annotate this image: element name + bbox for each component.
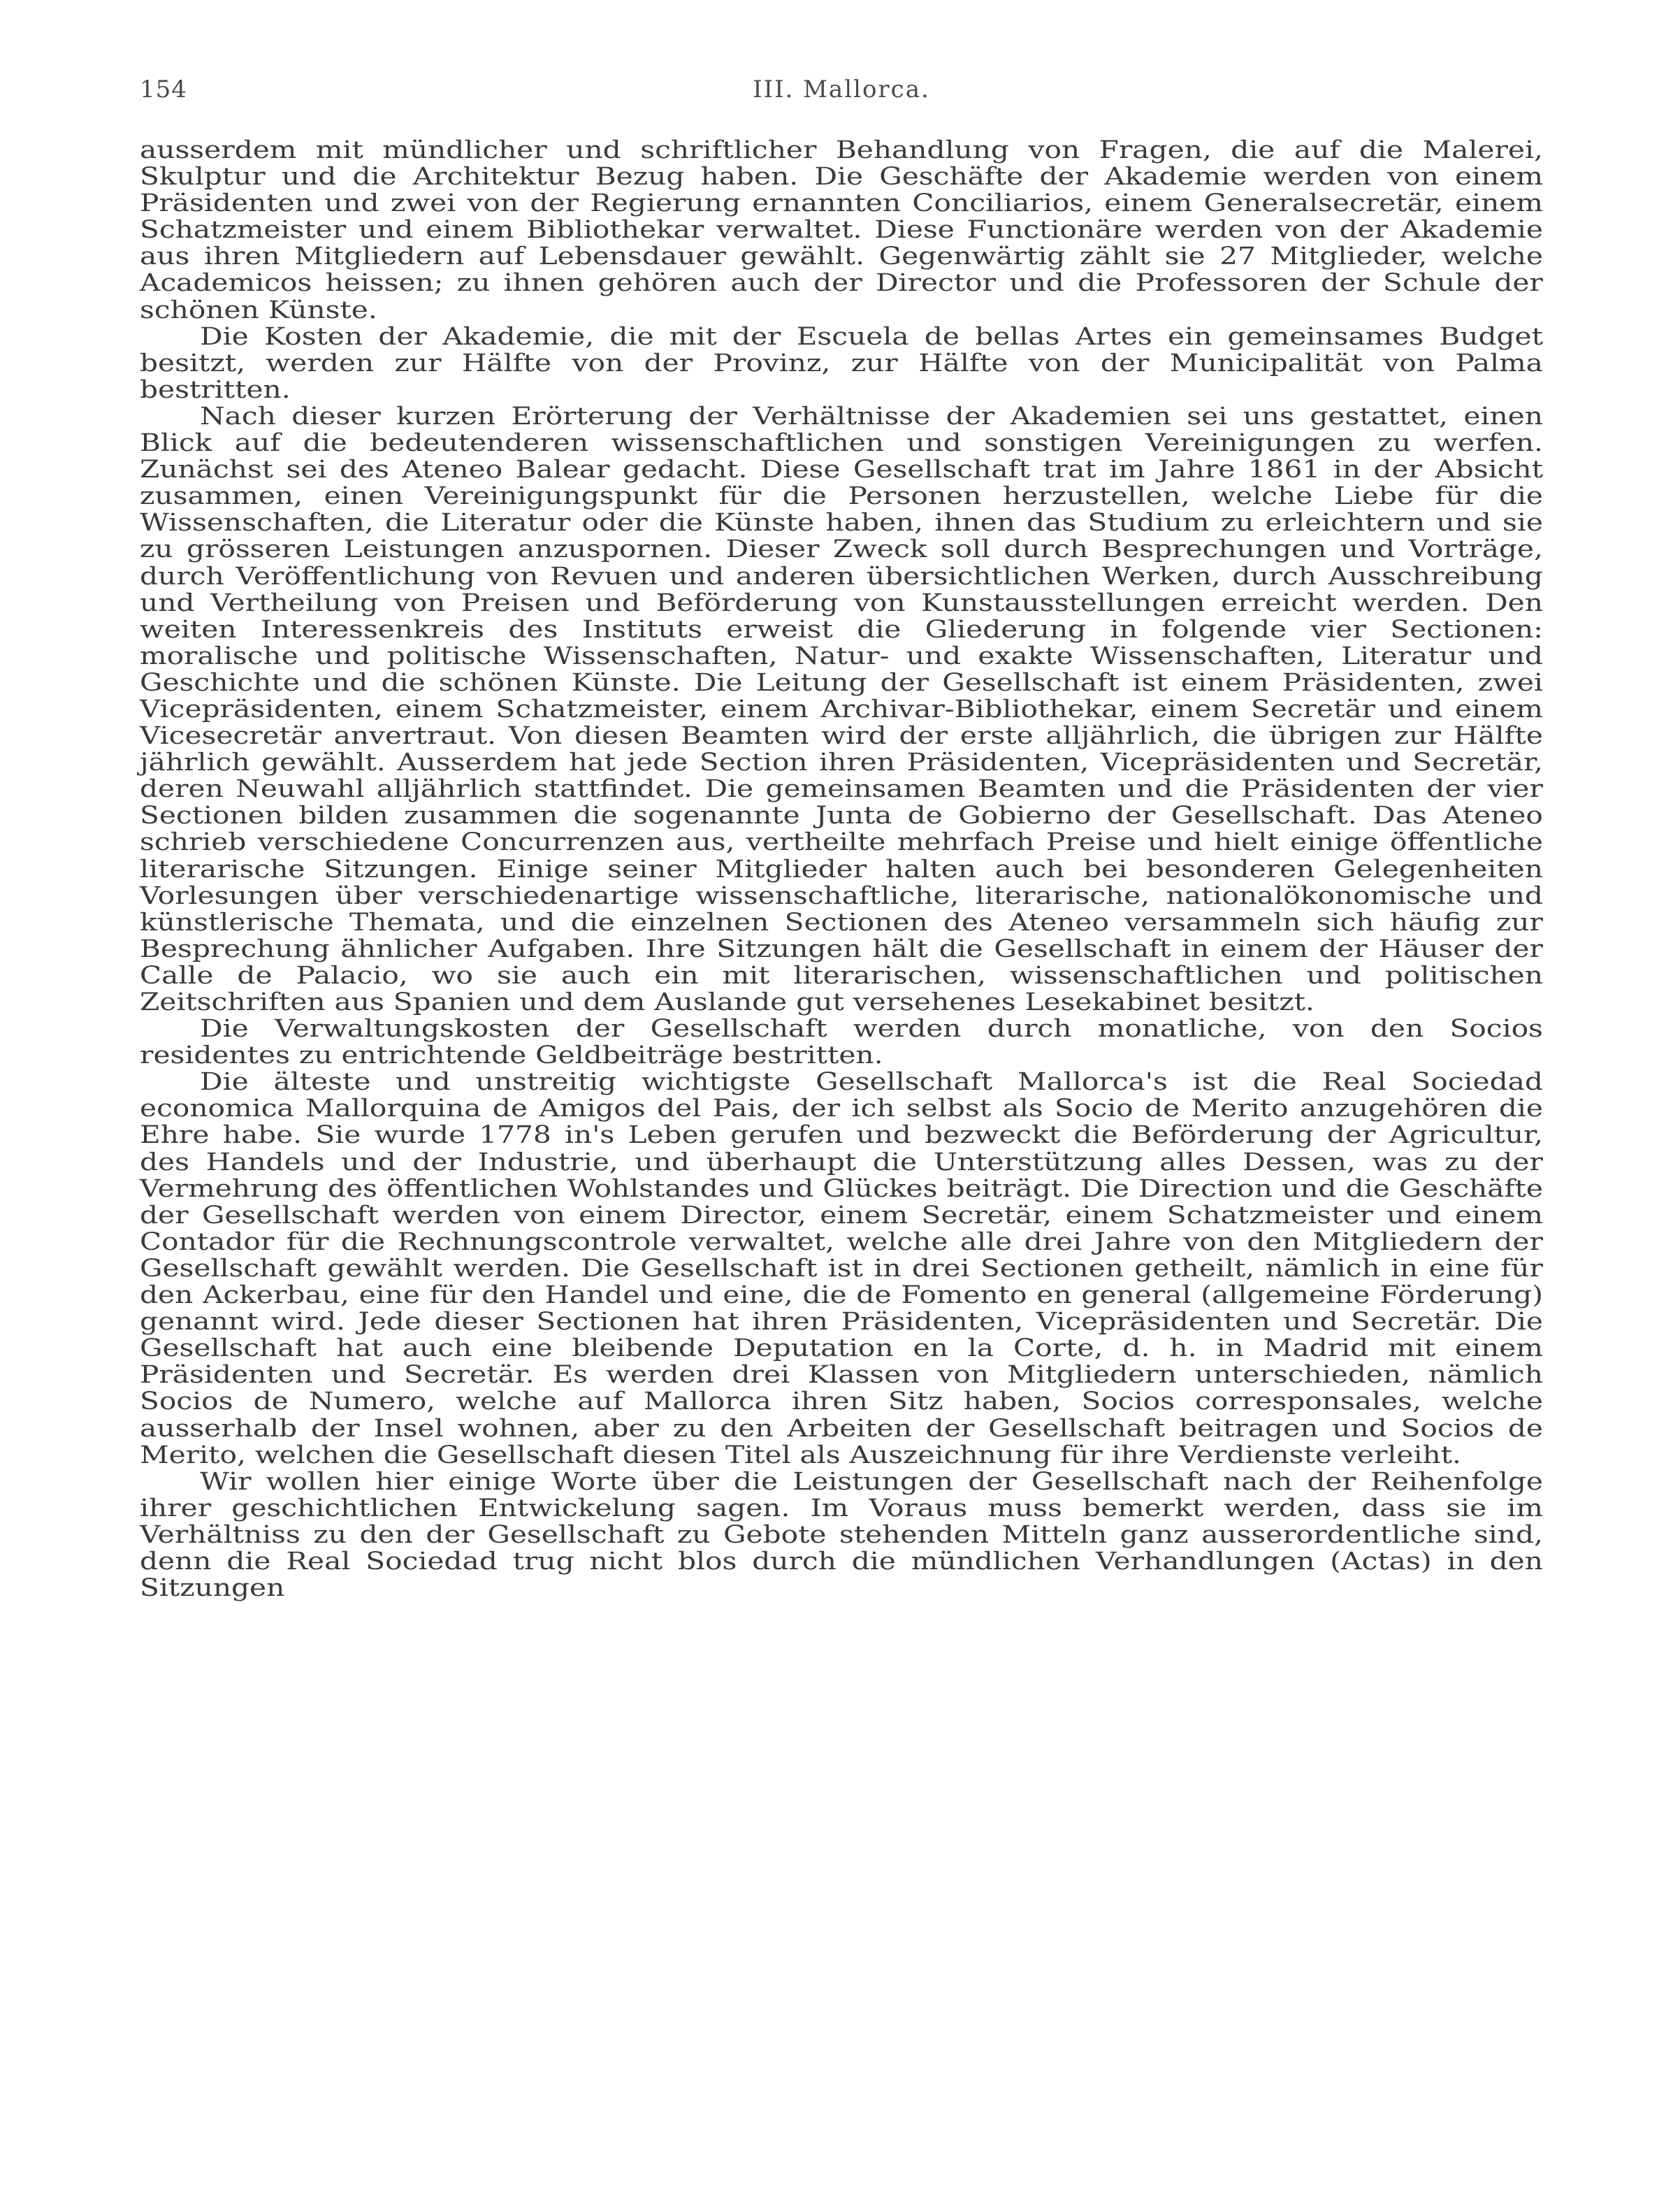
paragraph: Die Kosten der Akademie, die mit der Escuela de bellas Artes ein gemeinsames Budget besitzt, werden zur Hälfte von der Provinz, zur Hälfte von der Municipalität von Palma bestritten. xyxy=(140,322,1543,404)
page-number: 154 xyxy=(140,75,187,103)
paragraph: ausserdem mit mündlicher und schriftlicher Behandlung von Fragen, die auf die Malerei, Skulptur und die Architektur Bezug haben. Die Geschäfte der Akademie werden von einem Präsidenten und zwei von der Regierung ernannten Conciliarios, einem Generalsecretär, einem Schatzmeister und einem Bibliothekar verwaltet. Diese Functionäre werden von der Akademie aus ihren Mitgliedern auf Lebensdauer gewählt. Gegenwärtig zählt sie 27 Mitglieder, welche Academicos heissen; zu ihnen gehören auch der Director und die Professoren der Schule der schönen Künste. xyxy=(140,136,1543,324)
page-header xyxy=(140,75,1543,117)
body-text xyxy=(140,137,1543,1601)
paragraph: Die älteste und unstreitig wichtigste Gesellschaft Mallorca's ist die Real Sociedad economica Mallorquina de Amigos del Pais, der ich selbst als Socio de Merito anzugehören die Ehre habe. Sie wurde 1778 in's Leben gerufen und bezweckt die Beförderung der Agricultur, des Handels und der Industrie, und überhaupt die Unterstützung alles Dessen, was zu der Vermehrung des öffentlichen Wohlstandes und Glückes beiträgt. Die Direction und die Geschäfte der Gesellschaft werden von einem Director, einem Secretär, einem Schatzmeister und einem Contador für die Rechnungscontrole verwaltet, welche alle drei Jahre von den Mitgliedern der Gesellschaft gewählt werden. Die Gesellschaft ist in drei Sectionen getheilt, nämlich in eine für den Ackerbau, eine für den Handel und eine, die de Fomento en general (allgemeine Förderung) genannt wird. Jede dieser Sectionen hat ihren Präsidenten, Vicepräsidenten und Secretär. Die Gesellschaft hat auch eine bleibende Deputation en la Corte, d. h. in Madrid mit einem Präsidenten und Secretär. Es werden drei Klassen von Mitgliedern unterschieden, nämlich Socios de Numero, welche auf Mallorca ihren Sitz haben, Socios corresponsales, welche ausserhalb der Insel wohnen, aber zu den Arbeiten der Gesellschaft beitragen und Socios de Merito, welchen die Gesellschaft diesen Titel als Auszeichnung für ihre Verdienste verleiht. xyxy=(140,1068,1543,1469)
running-head: III. Mallorca. xyxy=(753,75,930,103)
paragraph: Wir wollen hier einige Worte über die Leistungen der Gesellschaft nach der Reihenfolge ihrer geschichtlichen Entwickelung sagen. Im Voraus muss bemerkt werden, dass sie im Verhältniss zu den der Gesellschaft zu Gebote stehenden Mitteln ganz ausserordentliche sind, denn die Real Sociedad trug nicht blos durch die mündlichen Verhandlungen (Actas) in den Sitzungen xyxy=(140,1467,1543,1603)
paragraph: Nach dieser kurzen Erörterung der Verhältnisse der Akademien sei uns gestattet, einen Blick auf die bedeutenderen wissenschaftlichen und sonstigen Vereinigungen zu werfen. Zunächst sei des Ateneo Balear gedacht. Diese Gesellschaft trat im Jahre 1861 in der Absicht zusammen, einen Vereinigungspunkt für die Personen herzustellen, welche Liebe für die Wissenschaften, die Literatur oder die Künste haben, ihnen das Studium zu erleichtern und sie zu grösseren Leistungen anzuspornen. Dieser Zweck soll durch Besprechungen und Vorträge, durch Veröffentlichung von Revuen und anderen übersichtlichen Werken, durch Ausschreibung und Vertheilung von Preisen und Beförderung von Kunstausstellungen erreicht werden. Den weiten Interessenkreis des Instituts erweist die Gliederung in folgende vier Sectionen: moralische und politische Wissenschaften, Natur- und exakte Wissenschaften, Literatur und Geschichte und die schönen Künste. Die Leitung der Gesellschaft ist einem Präsidenten, zwei Vicepräsidenten, einem Schatzmeister, einem Archivar-Bibliothekar, einem Secretär und einem Vicesecretär anvertraut. Von diesen Beamten wird der erste alljährlich, die übrigen zur Hälfte jährlich gewählt. Ausserdem hat jede Section ihren Präsidenten, Vicepräsidenten und Secretär, deren Neuwahl alljährlich stattfindet. Die gemeinsamen Beamten und die Präsidenten der vier Sectionen bilden zusammen die sogenannte Junta de Gobierno der Gesellschaft. Das Ateneo schrieb verschiedene Concurrenzen aus, vertheilte mehrfach Preise und hielt einige öffentliche literarische Sitzungen. Einige seiner Mitglieder halten auch bei besonderen Gelegenheiten Vorlesungen über verschiedenartige wissenschaftliche, literarische, nationalökonomische und künstlerische Themata, und die einzelnen Sectionen des Ateneo versammeln sich häufig zur Besprechung ähnlicher Aufgaben. Ihre Sitzungen hält die Gesellschaft in einem der Häuser der Calle de Palacio, wo sie auch ein mit literarischen, wissenschaftlichen und politischen Zeitschriften aus Spanien und dem Auslande gut versehenes Lesekabinet besitzt. xyxy=(140,402,1543,1016)
paragraph: Die Verwaltungskosten der Gesellschaft werden durch monatliche, von den Socios residentes zu entrichtende Geldbeiträge bestritten. xyxy=(140,1015,1543,1070)
